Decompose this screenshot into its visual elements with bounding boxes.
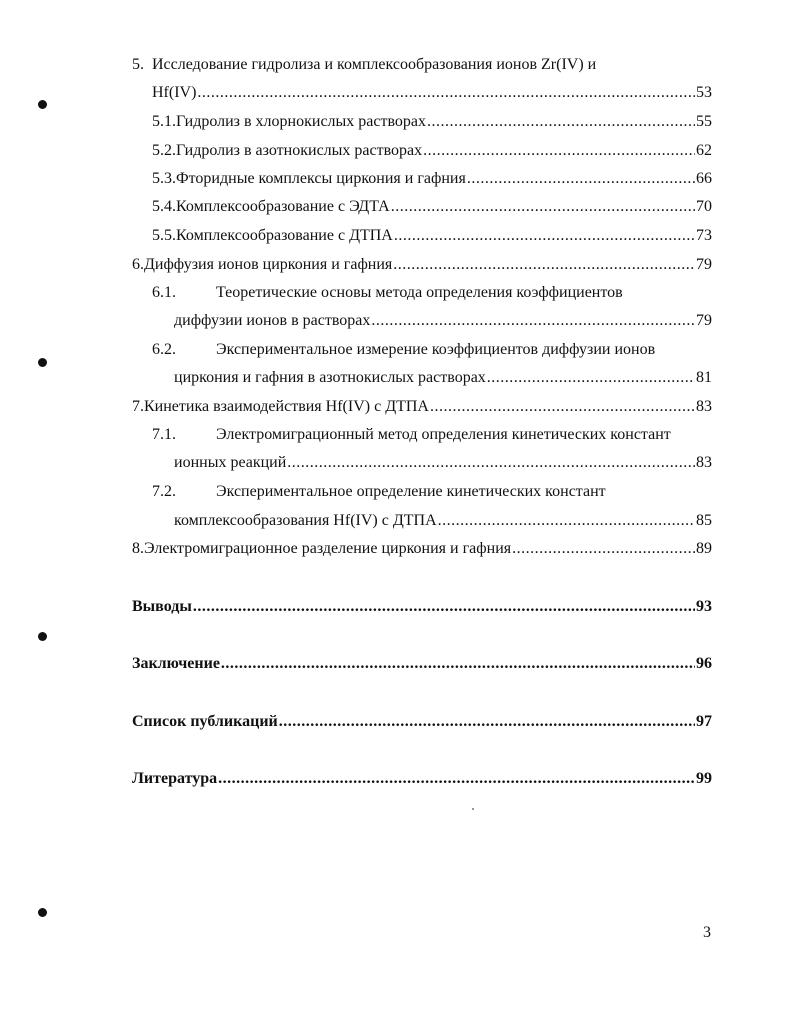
toc-entry-page: 66 bbox=[696, 170, 712, 187]
leader-dots bbox=[193, 596, 695, 618]
leader-dots bbox=[371, 310, 695, 332]
toc-entry-number: 7. bbox=[132, 398, 144, 415]
toc-entry-page: 53 bbox=[696, 84, 712, 101]
toc-entry-5-line1 bbox=[132, 54, 712, 76]
toc-entry-6-2-line1 bbox=[152, 339, 712, 361]
toc-entry-number: 5.3. bbox=[152, 170, 176, 187]
toc-entry-publications bbox=[132, 711, 712, 733]
toc-entry-number: 5.2. bbox=[152, 142, 176, 159]
leader-dots bbox=[427, 111, 695, 133]
toc-entry-title: Литература bbox=[132, 770, 218, 787]
toc-entry-title: Гидролиз в хлорнокислых растворах bbox=[176, 113, 427, 130]
leader-dots bbox=[487, 367, 695, 389]
toc-entry-page: 79 bbox=[696, 256, 712, 273]
toc-entry-7 bbox=[132, 396, 712, 418]
toc-entry-number: 6.2. bbox=[152, 341, 176, 358]
toc-entry-title: Диффузия ионов циркония и гафния bbox=[144, 256, 393, 273]
toc-entry-page: 79 bbox=[696, 312, 712, 329]
toc-entry-page: 85 bbox=[696, 512, 712, 529]
toc-entry-title: Фторидные комплексы циркония и гафния bbox=[176, 170, 466, 187]
leader-dots bbox=[423, 140, 695, 162]
toc-entry-number: 7.1. bbox=[152, 426, 176, 443]
toc-entry-title-cont: комплексообразования Hf(IV) с ДТПА bbox=[174, 512, 437, 529]
toc-entry-5-2 bbox=[152, 140, 712, 162]
binder-hole-4 bbox=[38, 908, 47, 917]
toc-entry-conclusions bbox=[132, 596, 712, 618]
toc-entry-number: 8. bbox=[132, 540, 144, 557]
toc-entry-number: 5.1. bbox=[152, 113, 176, 130]
toc-entry-number: 5.4. bbox=[152, 198, 176, 215]
toc-entry-title: Экспериментальное определение кинетических констант bbox=[216, 483, 606, 500]
toc-entry-6-1-line2 bbox=[174, 310, 712, 332]
leader-dots bbox=[512, 538, 695, 560]
leader-dots bbox=[467, 168, 695, 190]
toc-entry-title: Кинетика взаимодействия Hf(IV) с ДТПА bbox=[144, 398, 429, 415]
binder-hole-1 bbox=[38, 100, 47, 109]
toc-entry-page: 89 bbox=[696, 540, 712, 557]
leader-dots bbox=[438, 510, 695, 532]
leader-dots bbox=[391, 196, 695, 218]
leader-dots bbox=[218, 768, 695, 790]
toc-entry-title: Список публикаций bbox=[132, 713, 278, 730]
leader-dots bbox=[279, 711, 695, 733]
toc-entry-8 bbox=[132, 538, 712, 560]
toc-entry-page: 62 bbox=[696, 142, 712, 159]
toc-entry-page: 70 bbox=[696, 198, 712, 215]
toc-entry-6 bbox=[132, 254, 712, 276]
toc-entry-title: Исследование гидролиза и комплексообразования ионов Zr(IV) и bbox=[152, 56, 597, 73]
toc-entry-5-1 bbox=[152, 111, 712, 133]
toc-entry-title: Гидролиз в азотнокислых растворах bbox=[176, 142, 423, 159]
scan-speck bbox=[472, 808, 474, 810]
toc-entry-title: Экспериментальное измерение коэффициентов диффузии ионов bbox=[216, 341, 656, 358]
toc-entry-page: 83 bbox=[696, 398, 712, 415]
toc-entry-page: 73 bbox=[696, 227, 712, 244]
toc-entry-title: Комплексообразование с ЭДТА bbox=[176, 198, 390, 215]
toc-entry-5-3 bbox=[152, 168, 712, 190]
toc-entry-title: Заключение bbox=[132, 655, 220, 672]
toc-entry-final bbox=[132, 653, 712, 675]
leader-dots bbox=[197, 82, 695, 104]
leader-dots bbox=[394, 225, 695, 247]
toc-entry-page: 55 bbox=[696, 113, 712, 130]
toc-entry-6-1-line1 bbox=[152, 282, 712, 304]
toc-entry-title: Выводы bbox=[132, 598, 192, 615]
toc-entry-7-2-line1 bbox=[152, 481, 712, 503]
leader-dots bbox=[221, 653, 695, 675]
toc-entry-5-line2 bbox=[152, 82, 712, 104]
toc-entry-number: 5. bbox=[132, 56, 144, 73]
binder-hole-3 bbox=[38, 632, 47, 641]
toc-entry-7-2-line2 bbox=[174, 510, 712, 532]
toc-entry-6-2-line2 bbox=[174, 367, 712, 389]
toc-entry-5-4 bbox=[152, 196, 712, 218]
toc-entry-page: 93 bbox=[696, 598, 712, 615]
toc-entry-number: 7.2. bbox=[152, 483, 176, 500]
binder-hole-2 bbox=[38, 358, 47, 367]
toc-entry-5-5 bbox=[152, 225, 712, 247]
toc-entry-title: Теоретические основы метода определения коэффициентов bbox=[216, 284, 623, 301]
leader-dots bbox=[393, 254, 695, 276]
toc-entry-title: Электромиграционный метод определения кинетических констант bbox=[216, 426, 671, 443]
toc-entry-number: 6.1. bbox=[152, 284, 176, 301]
toc-entry-page: 99 bbox=[696, 770, 712, 787]
toc-entry-title: Комплексообразование с ДТПА bbox=[176, 227, 393, 244]
toc-entry-title-cont: Hf(IV) bbox=[152, 84, 197, 101]
toc-entry-7-1-line2 bbox=[174, 452, 712, 474]
leader-dots bbox=[430, 396, 695, 418]
toc-entry-title-cont: ионных реакций bbox=[174, 454, 287, 471]
toc-entry-page: 97 bbox=[696, 713, 712, 730]
toc-entry-number: 5.5. bbox=[152, 227, 176, 244]
toc-entry-title-cont: циркония и гафния в азотнокислых растворах bbox=[174, 369, 486, 386]
toc-entry-page: 81 bbox=[696, 369, 712, 386]
toc-entry-title-cont: диффузии ионов в растворах bbox=[174, 312, 371, 329]
toc-entry-literature bbox=[132, 768, 712, 790]
toc-entry-page: 96 bbox=[696, 655, 712, 672]
toc-entry-7-1-line1 bbox=[152, 424, 712, 446]
toc-entry-number: 6. bbox=[132, 256, 144, 273]
leader-dots bbox=[287, 452, 695, 474]
toc-entry-title: Электромиграционное разделение циркония и гафния bbox=[144, 540, 512, 557]
toc-entry-page: 83 bbox=[696, 454, 712, 471]
page-number: 3 bbox=[703, 924, 711, 941]
